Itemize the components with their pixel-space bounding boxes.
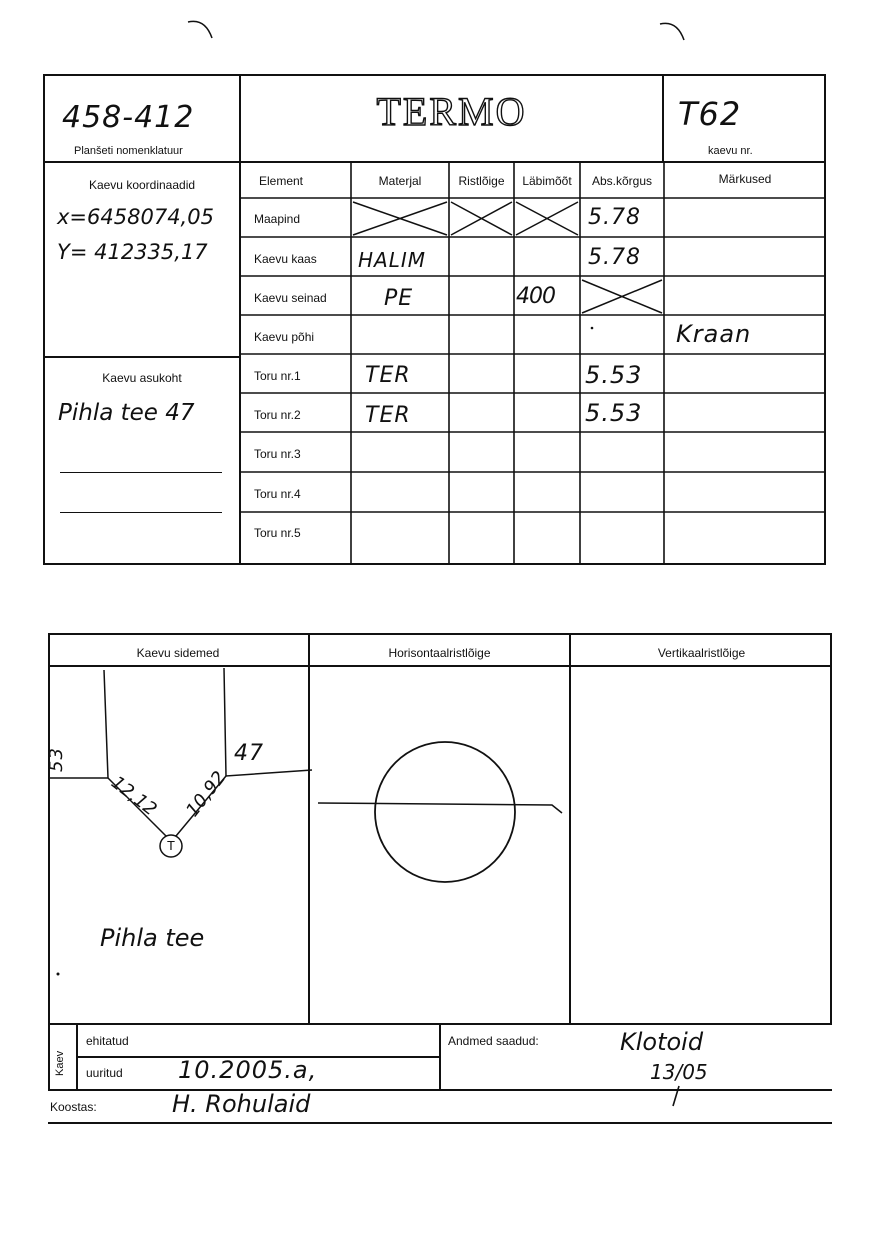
coordinate-x: x=6458074,05 <box>57 205 214 229</box>
location-value: Pihla tee 47 <box>58 400 195 426</box>
cell-pipe2-abs-height: 5.53 <box>585 399 643 427</box>
data-received-label: Andmed saadud: <box>448 1034 539 1048</box>
row-label-bottom: Kaevu põhi <box>254 330 315 344</box>
well-number: T62 <box>678 95 742 133</box>
compiled-label: Koostas: <box>50 1100 97 1114</box>
cell-walls-material: PE <box>384 286 414 311</box>
row-label-pipe-1: Toru nr.1 <box>254 369 301 383</box>
row-label-walls: Kaevu seinad <box>254 291 327 305</box>
checked-label: ehitatud <box>86 1034 129 1048</box>
col-header-notes: Märkused <box>718 172 772 186</box>
row-label-pipe-2: Toru nr.2 <box>254 408 301 422</box>
col-header-element: Element <box>258 174 304 188</box>
coordinates-label: Kaevu koordinaadid <box>88 178 196 192</box>
row-label-lid: Kaevu kaas <box>254 252 317 266</box>
row-label-pipe-4: Toru nr.4 <box>254 487 301 501</box>
cell-ground-abs-height: 5.78 <box>588 205 641 230</box>
cell-bottom-notes: Kraan <box>676 320 752 348</box>
cell-lid-abs-height: 5.78 <box>588 245 641 270</box>
cell-pipe2-material: TER <box>365 403 411 428</box>
date-stroke <box>670 1084 682 1108</box>
data-received-value: Klotoid <box>620 1028 704 1056</box>
plansheet-label: Planšeti nomenklatuur <box>74 145 183 157</box>
page-title: TERMO <box>376 89 527 134</box>
row-label-ground: Maapind <box>254 212 301 226</box>
col-header-diameter: Läbimõõt <box>522 174 572 188</box>
cell-walls-diameter: 400 <box>516 284 555 309</box>
cell-pipe1-material: TER <box>365 363 411 388</box>
tie-left-number: 53 <box>46 747 67 772</box>
sketch-header-vertical: Vertikaalristlõige <box>657 646 746 660</box>
col-header-material: Materjal <box>378 174 422 188</box>
row-label-pipe-5: Toru nr.5 <box>254 526 301 540</box>
sketch-header-ties: Kaevu sidemed <box>136 646 220 660</box>
col-header-abs-height: Abs.kõrgus <box>591 174 653 188</box>
footer-side-label: Kaev <box>54 1050 66 1076</box>
well-symbol: T <box>167 838 175 853</box>
street-name: Pihla tee <box>100 924 205 952</box>
cell-pipe1-abs-height: 5.53 <box>585 361 643 389</box>
plansheet-number: 458-412 <box>62 100 195 135</box>
tie-distance-left: 12,12 <box>107 772 161 821</box>
tie-right-number: 47 <box>234 741 264 766</box>
location-label: Kaevu asukoht <box>102 371 182 385</box>
col-header-cross-section: Ristlõige <box>458 174 505 188</box>
surveyed-value: 10.2005.a, <box>178 1056 318 1084</box>
punch-marks <box>0 0 874 60</box>
surveyed-label: uuritud <box>86 1066 123 1080</box>
tie-distance-right: 10,92 <box>182 767 231 821</box>
coordinate-y: Y= 412335,17 <box>57 240 208 264</box>
data-received-date: 13/05 <box>650 1060 708 1084</box>
cell-lid-material: HALIM <box>358 248 427 272</box>
compiled-value: H. Rohulaid <box>172 1090 311 1118</box>
row-label-pipe-3: Toru nr.3 <box>254 447 301 461</box>
sketch-header-horizontal: Horisontaalristlõige <box>388 646 491 660</box>
well-number-label: kaevu nr. <box>708 145 753 157</box>
